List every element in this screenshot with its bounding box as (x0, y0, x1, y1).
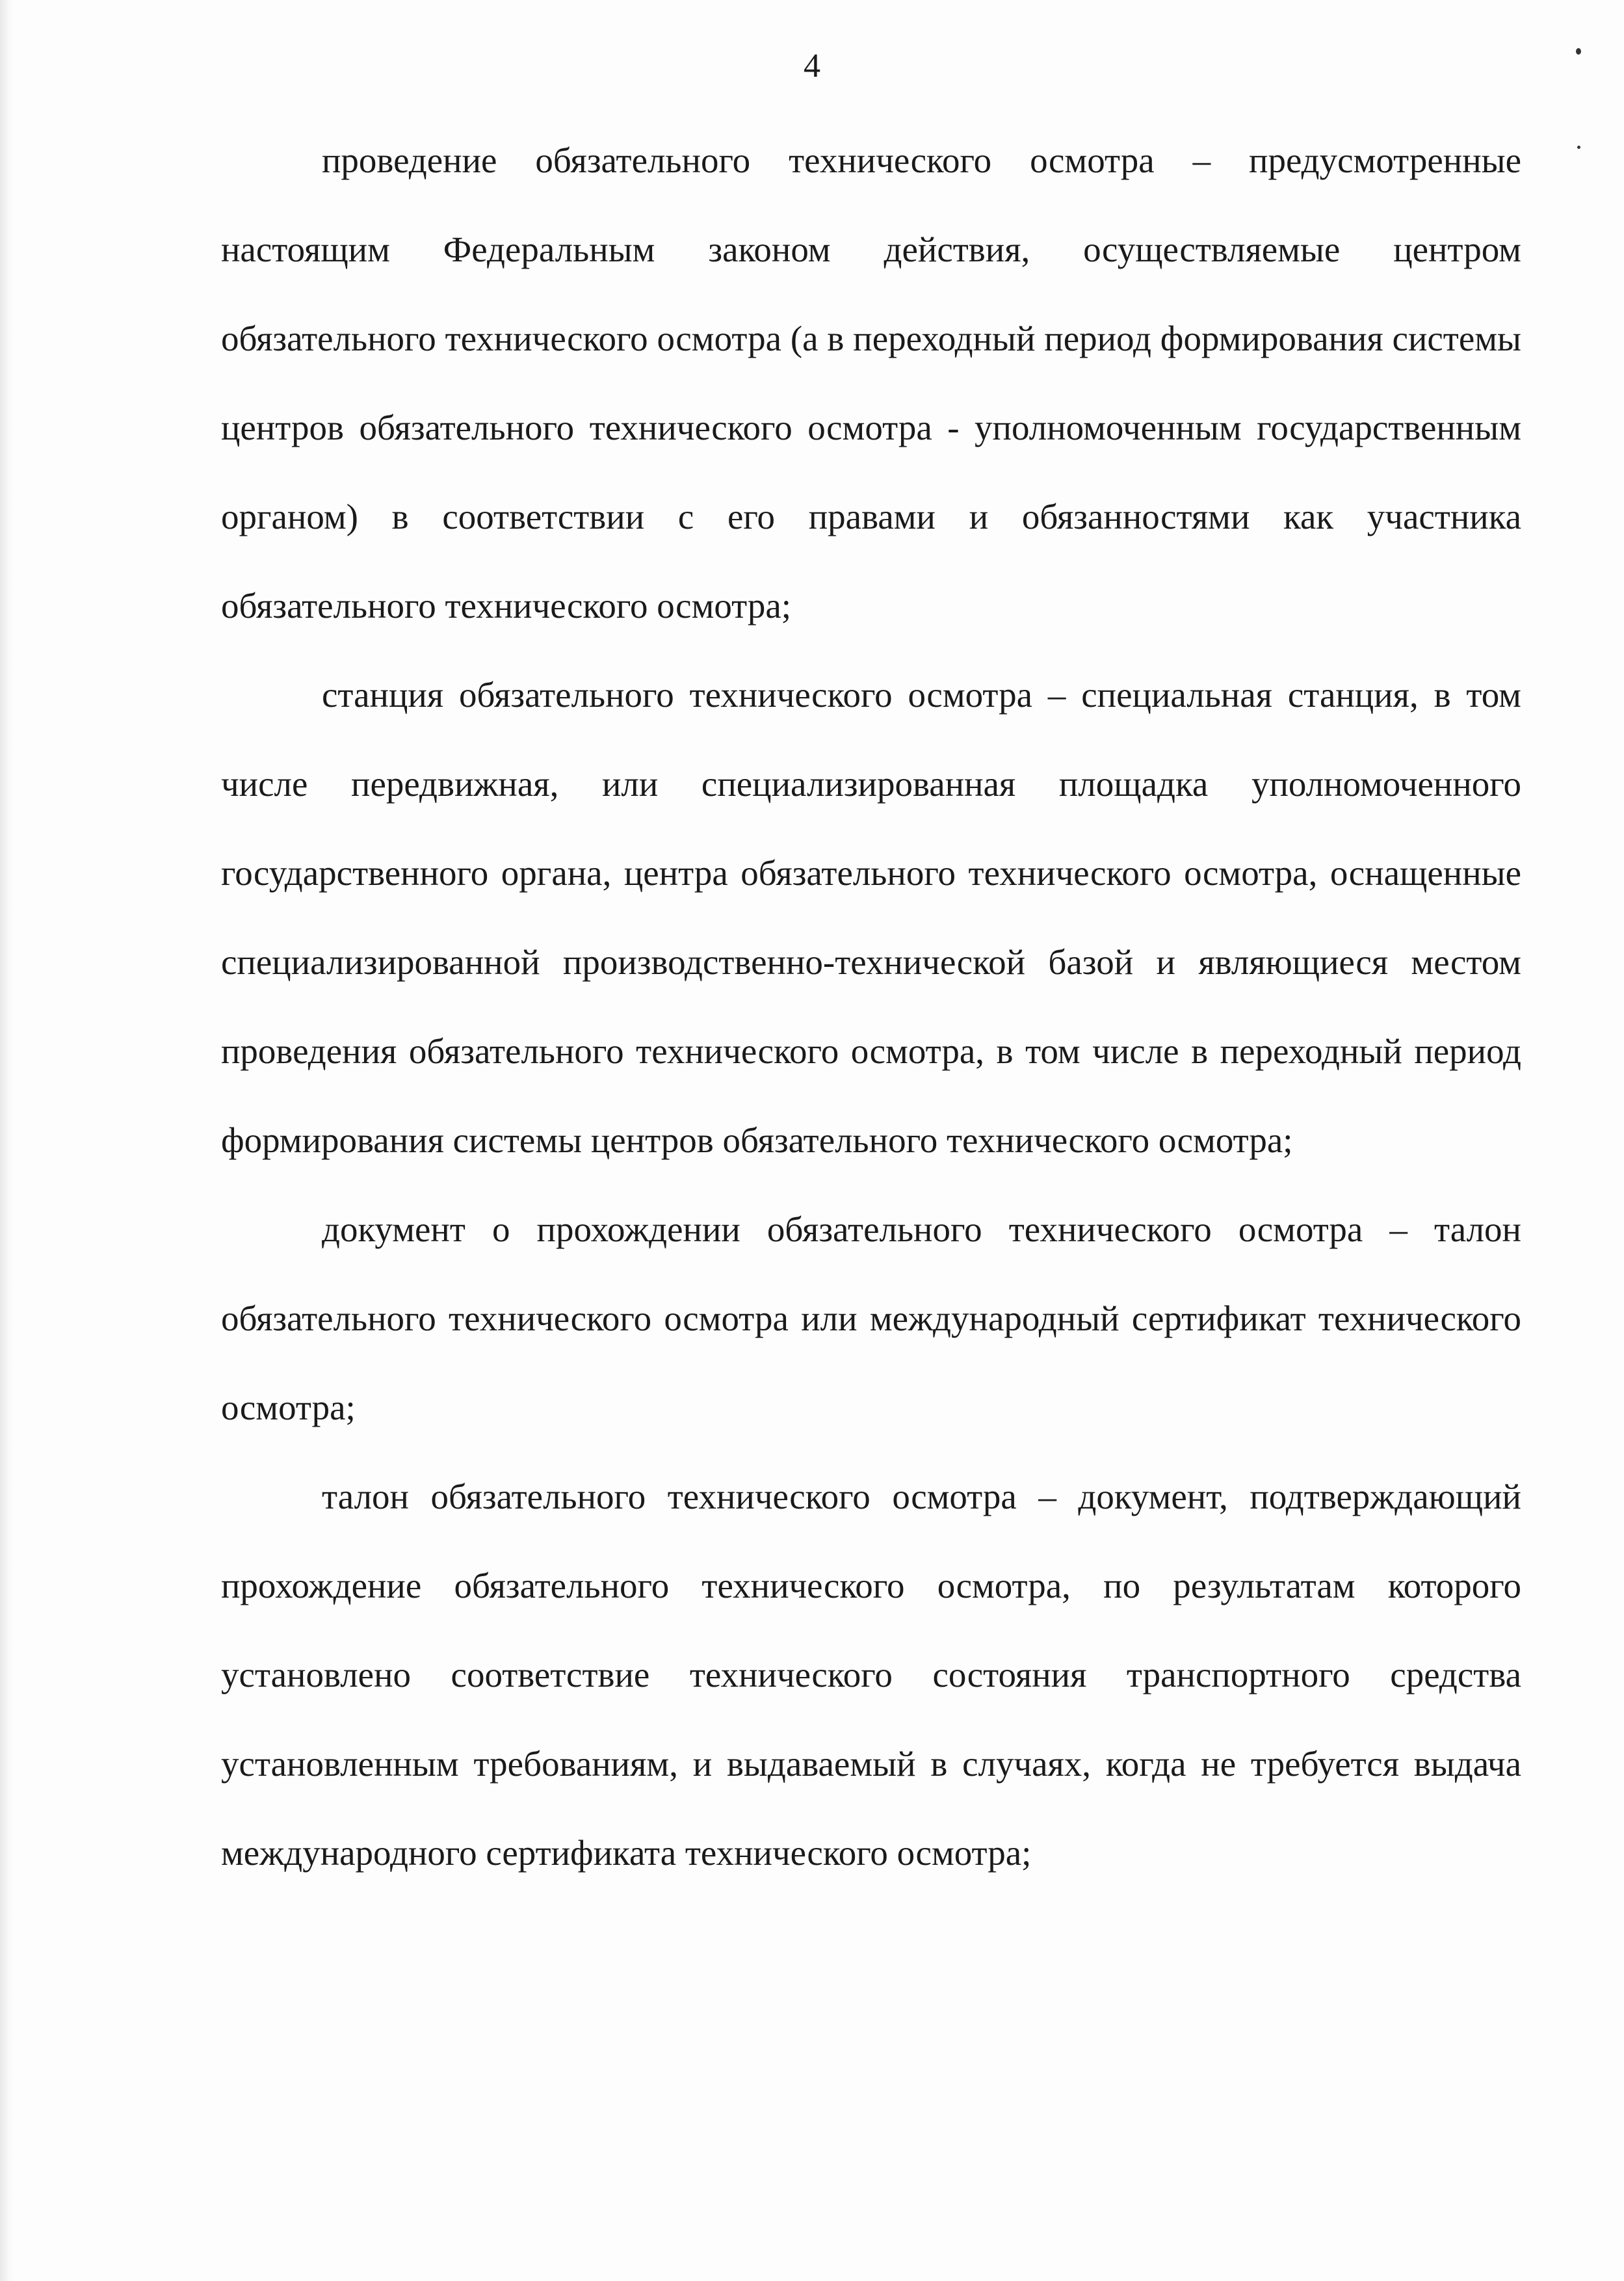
paragraph-document-definition: документ о прохождении обязательного технического осмотра – талон обязательного технического осмотра или международный сертификат технического осмотра; (221, 1209, 1521, 1427)
paragraph-inspection-definition: проведение обязательного технического осмотра – предусмотренные настоящим Федеральным законом действия, осуществляемые центром обязательного технического осмотра (а в переходный период формирования системы центров обязательного технического осмотра - уполномоченным государственным органом) в соответствии с его правами и обязанностями как участника обязательного технического осмотра; (221, 140, 1521, 626)
scan-edge-shadow (0, 0, 14, 2281)
paragraph-station-definition: станция обязательного технического осмотра – специальная станция, в том числе передвижная, или специализированная площадка уполномоченного государственного органа, центра обязательного технического осмотра, оснащенные специализированной производственно-технической базой и являющиеся местом проведения обязательного технического осмотра, в том числе в переходный период формирования системы центров обязательного технического осмотра; (221, 675, 1521, 1160)
scan-speck (1577, 146, 1580, 149)
scan-speck (1576, 48, 1581, 55)
page-number: 4 (804, 47, 820, 85)
document-body (221, 116, 1521, 1897)
paragraph-coupon-definition: талон обязательного технического осмотра – документ, подтверждающий прохождение обязательного технического осмотра, по результатам которого установлено соответствие технического состояния транспортного средства установленным требованиям, и выдаваемый в случаях, когда не требуется выдача международного сертификата технического осмотра; (221, 1477, 1521, 1873)
